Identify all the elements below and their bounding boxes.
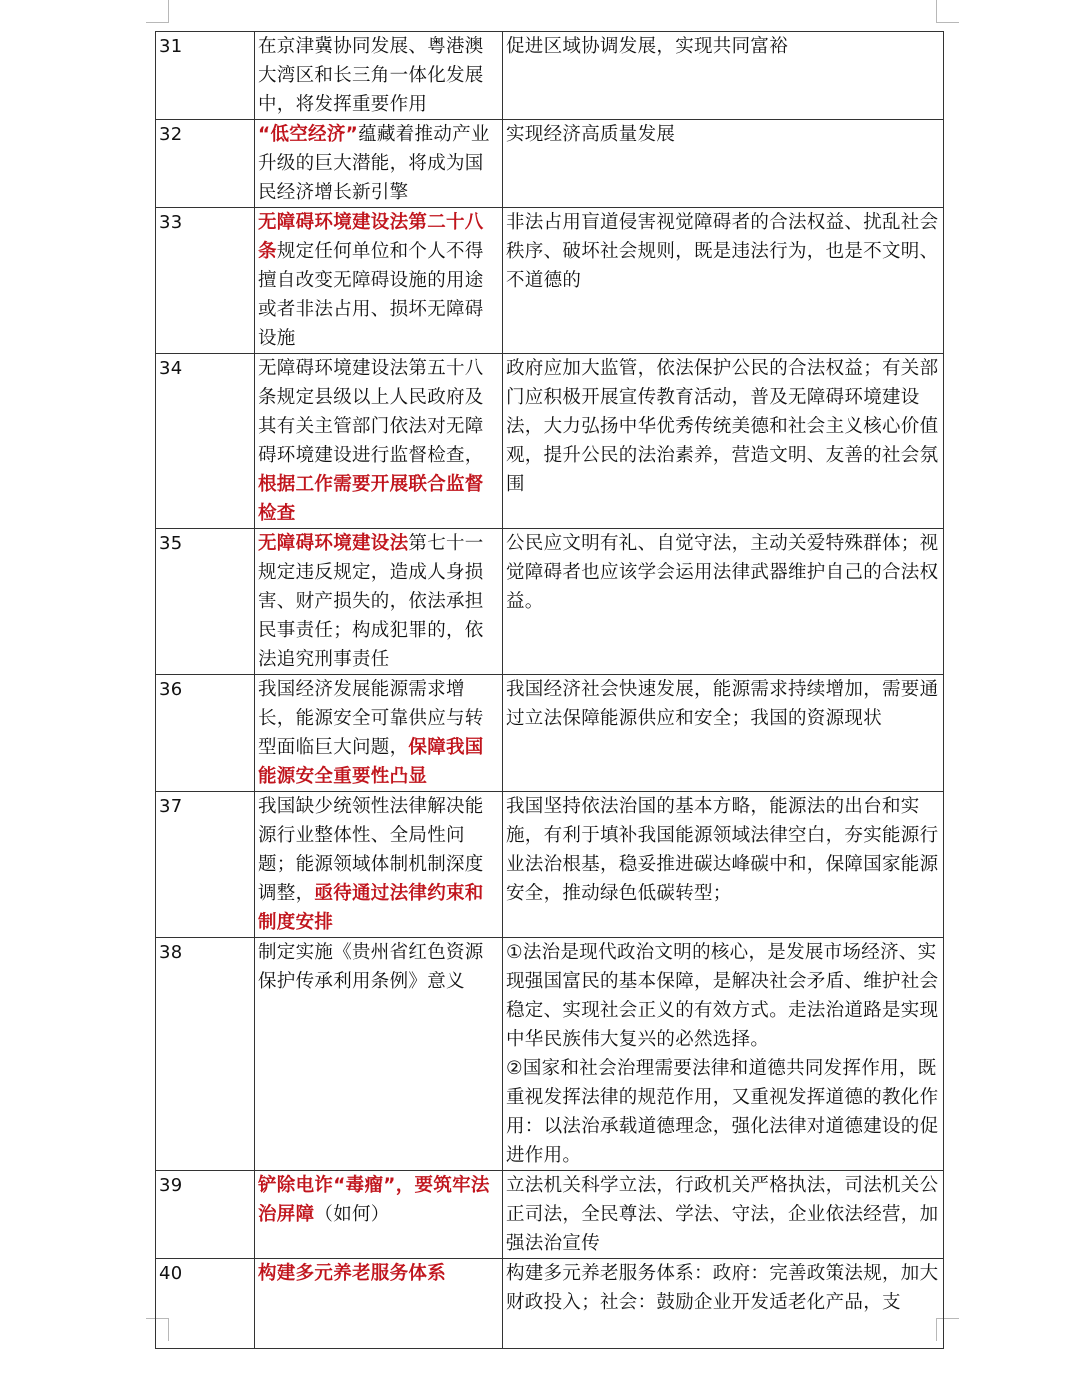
topic-cell	[255, 354, 503, 529]
topic-text: 蕴藏着推动产业升级的巨大潜能，将成为国民经济增长新引擎	[258, 124, 490, 203]
answer-paragraph: ②国家和社会治理需要法律和道德共同发挥作用，既重视发挥法律的规范作用，又重视发挥道德的教化作用：以法治承载道德理念，强化法律对道德建设的促进作用。	[506, 1058, 939, 1166]
answer-cell	[503, 208, 944, 354]
table-row	[156, 208, 944, 354]
topic-text: （如何）	[314, 1204, 390, 1225]
answer-cell	[503, 792, 944, 938]
topic-cell	[255, 32, 503, 120]
answer-paragraph: 促进区域协调发展，实现共同富裕	[506, 36, 789, 57]
answer-cell	[503, 675, 944, 792]
topic-text: 我国缺少统领性法律解决能源行业整体性、全局性问题；能源领域体制机制深度调整，	[258, 796, 484, 904]
topic-text: 规定任何单位和个人不得擅自改变无障碍设施的用途或者非法占用、损坏无障碍设施	[258, 241, 484, 349]
table-row	[156, 529, 944, 675]
row-number: 39	[156, 1171, 255, 1259]
row-number: 35	[156, 529, 255, 675]
table-row	[156, 938, 944, 1171]
row-number: 36	[156, 675, 255, 792]
answer-paragraph: 实现经济高质量发展	[506, 124, 676, 145]
topic-highlight: “低空经济”	[258, 124, 359, 145]
topic-highlight: 铲除电诈“毒瘤”，要筑牢法治屏障	[258, 1175, 490, 1225]
answer-paragraph: 我国坚持依法治国的基本方略，能源法的出台和实施，有利于填补我国能源领域法律空白，夯实能源行业法治根基，稳妥推进碳达峰碳中和，保障国家能源安全，推动绿色低碳转型；	[506, 796, 939, 904]
table-row	[156, 354, 944, 529]
answer-paragraph: ①法治是现代政治文明的核心，是发展市场经济、实现强国富民的基本保障，是解决社会矛盾、维护社会稳定、实现社会正义的有效方式。走法治道路是实现中华民族伟大复兴的必然选择。	[506, 942, 939, 1050]
answer-cell	[503, 354, 944, 529]
topic-text: 无障碍环境建设法第五十八条规定县级以上人民政府及其有关主管部门依法对无障碍环境建设进行监督检查，	[258, 358, 484, 466]
topic-highlight: 构建多元养老服务体系	[258, 1263, 447, 1284]
row-number: 37	[156, 792, 255, 938]
table-row	[156, 1259, 944, 1349]
table-row	[156, 32, 944, 120]
table-row	[156, 1171, 944, 1259]
crop-mark-top-left	[146, 0, 169, 23]
crop-mark-top-right	[936, 0, 959, 23]
topic-cell	[255, 675, 503, 792]
table-body	[156, 32, 944, 1349]
topic-cell	[255, 120, 503, 208]
answer-paragraph: 我国经济社会快速发展，能源需求持续增加，需要通过立法保障能源供应和安全；我国的资源现状	[506, 679, 939, 729]
topic-text: 我国经济发展能源需求增长，能源安全可靠供应与转型面临巨大问题，	[258, 679, 484, 758]
topic-highlight: 根据工作需要开展联合监督检查	[258, 474, 484, 524]
topic-cell	[255, 1259, 503, 1349]
row-number: 38	[156, 938, 255, 1171]
answer-cell	[503, 529, 944, 675]
topic-text: 第七十一规定违反规定，造成人身损害、财产损失的，依法承担民事责任；构成犯罪的，依法追究刑事责任	[258, 533, 484, 670]
row-number: 32	[156, 120, 255, 208]
answer-paragraph: 公民应文明有礼、自觉守法，主动关爱特殊群体；视觉障碍者也应该学会运用法律武器维护自己的合法权益。	[506, 533, 939, 612]
answer-paragraph: 构建多元养老服务体系：政府：完善政策法规，加大财政投入；社会：鼓励企业开发适老化产品，支	[506, 1263, 939, 1313]
topic-cell	[255, 529, 503, 675]
notes-table	[155, 31, 944, 1349]
row-number: 33	[156, 208, 255, 354]
topic-highlight: 无障碍环境建设法第二十八条	[258, 212, 484, 262]
topic-text: 在京津冀协同发展、粤港澳大湾区和长三角一体化发展中，将发挥重要作用	[258, 36, 484, 115]
answer-cell	[503, 32, 944, 120]
answer-cell	[503, 1171, 944, 1259]
row-number: 34	[156, 354, 255, 529]
row-number: 31	[156, 32, 255, 120]
topic-highlight: 无障碍环境建设法	[258, 533, 409, 554]
topic-cell	[255, 1171, 503, 1259]
answer-paragraph: 政府应加大监管，依法保护公民的合法权益；有关部门应积极开展宣传教育活动，普及无障碍环境建设法，大力弘扬中华优秀传统美德和社会主义核心价值观，提升公民的法治素养，营造文明、友善的社会氛围	[506, 358, 939, 495]
topic-cell	[255, 938, 503, 1171]
table-row	[156, 675, 944, 792]
answer-cell	[503, 1259, 944, 1349]
table-row	[156, 792, 944, 938]
answer-paragraph: 立法机关科学立法，行政机关严格执法，司法机关公正司法，全民尊法、学法、守法，企业依法经营，加强法治宣传	[506, 1175, 939, 1254]
topic-cell	[255, 208, 503, 354]
topic-highlight: 保障我国能源安全重要性凸显	[258, 737, 484, 787]
topic-highlight: 亟待通过法律约束和制度安排	[258, 883, 484, 933]
topic-cell	[255, 792, 503, 938]
answer-cell	[503, 938, 944, 1171]
topic-text: 制定实施《贵州省红色资源保护传承利用条例》意义	[258, 942, 484, 992]
table-row	[156, 120, 944, 208]
row-number: 40	[156, 1259, 255, 1349]
answer-paragraph: 非法占用盲道侵害视觉障碍者的合法权益、扰乱社会秩序、破坏社会规则，既是违法行为，也是不文明、不道德的	[506, 212, 939, 291]
answer-cell	[503, 120, 944, 208]
